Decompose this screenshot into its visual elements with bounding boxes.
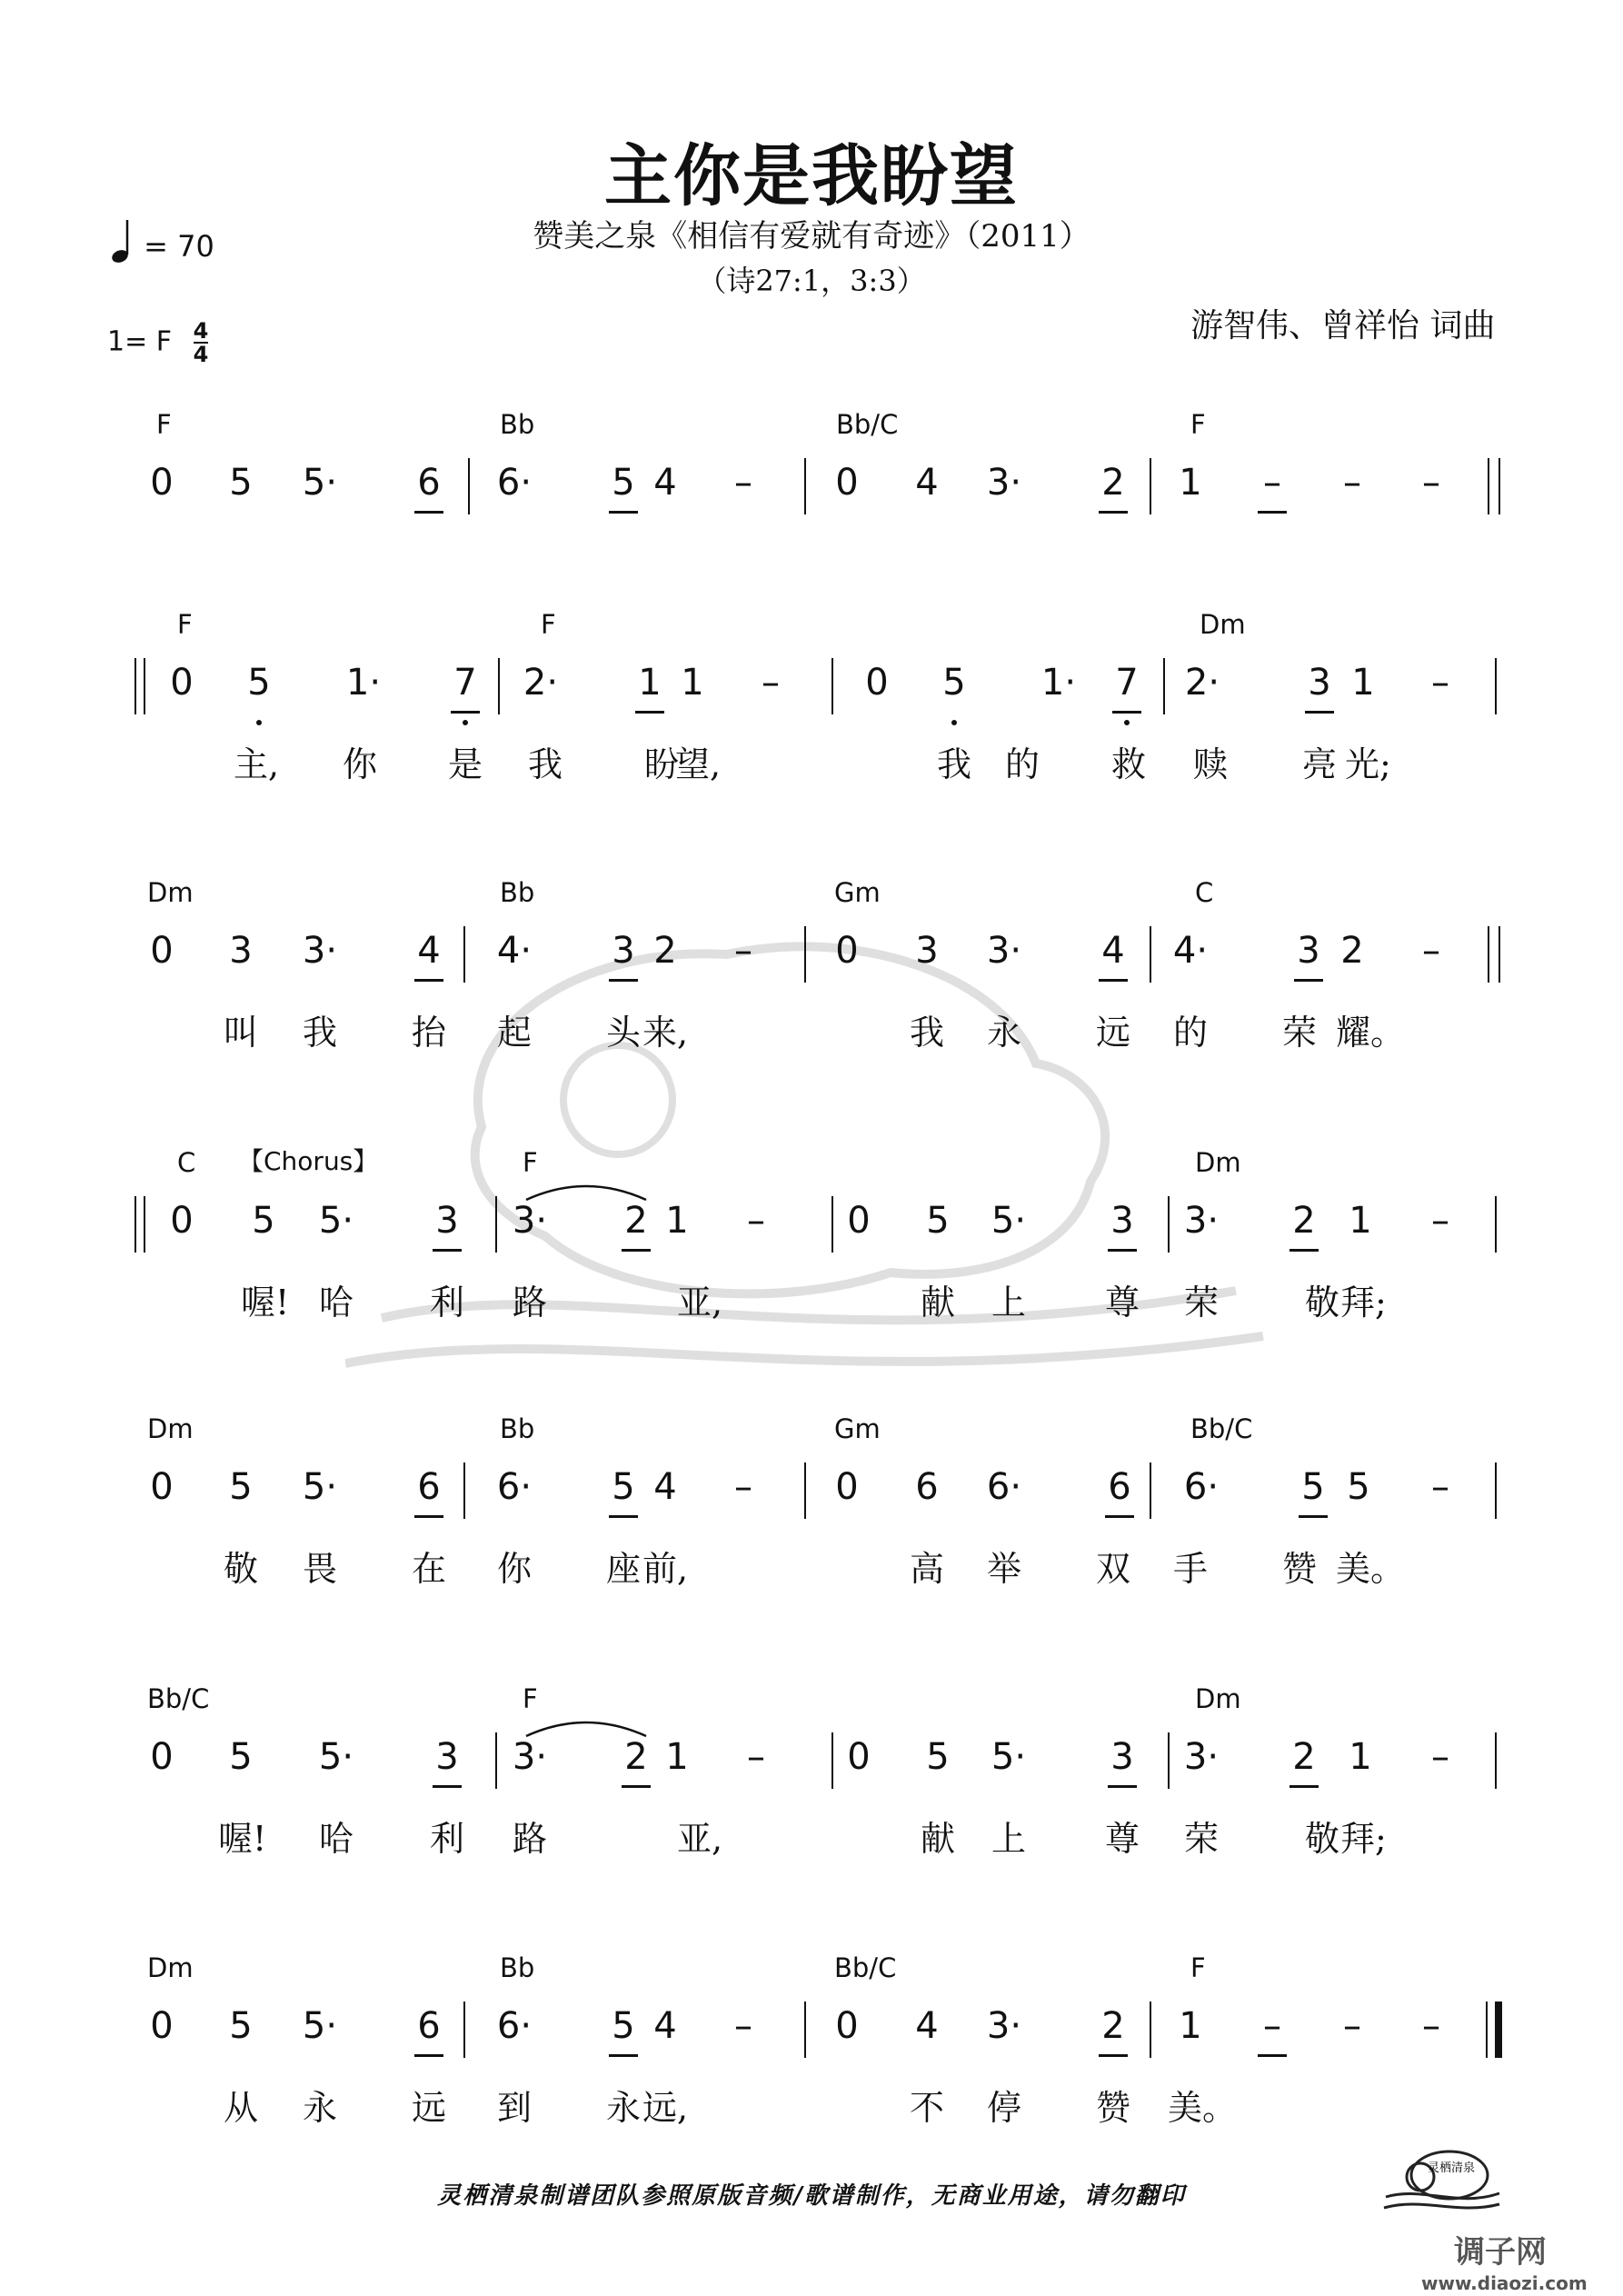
eighth-underline xyxy=(1112,711,1141,714)
note-digit: 3 xyxy=(915,930,939,972)
bar-line xyxy=(1163,658,1165,714)
note-digit: 6· xyxy=(986,1466,1022,1508)
eighth-underline xyxy=(609,979,638,982)
song-title: 主你是我盼望 xyxy=(604,137,1019,215)
double-bar-line xyxy=(1488,926,1489,983)
note-digit: 4 xyxy=(1101,930,1125,972)
chord-symbol: F xyxy=(541,609,556,640)
bar-line xyxy=(831,1732,833,1789)
lyric-syllable: 喔! xyxy=(218,1819,267,1859)
note-digit: 2 xyxy=(1292,1736,1316,1778)
eighth-underline xyxy=(1105,1515,1134,1518)
eighth-underline xyxy=(1299,1515,1328,1518)
lyric-syllable: 哈 xyxy=(318,1819,353,1859)
lyric-syllable: 望, xyxy=(675,744,722,784)
note-digit: 4 xyxy=(915,2005,939,2047)
note-digit: 5 xyxy=(247,662,271,704)
chord-symbol: Bb/C xyxy=(836,409,899,440)
eighth-underline xyxy=(1258,511,1287,514)
note-digit: – xyxy=(734,930,752,972)
lyric-syllable: 敬 xyxy=(223,1549,258,1589)
note-digit: 0 xyxy=(847,1736,871,1778)
note-digit: 6 xyxy=(417,462,441,504)
chord-symbol: Bb xyxy=(500,1952,535,1983)
chord-symbol: Bb/C xyxy=(147,1683,210,1714)
start-repeat-bar xyxy=(134,1196,136,1253)
chord-symbol: Dm xyxy=(1195,1683,1241,1714)
eighth-underline xyxy=(451,711,480,714)
bar-line xyxy=(1150,1462,1151,1519)
double-bar-line xyxy=(1499,926,1500,983)
double-bar-line xyxy=(1499,458,1500,514)
note-digit: 3 xyxy=(1110,1736,1134,1778)
note-digit: 1 xyxy=(638,662,662,704)
chord-symbol: F xyxy=(156,409,172,440)
note-digit: 4 xyxy=(653,462,677,504)
note-digit: 5· xyxy=(302,1466,338,1508)
lyric-syllable: 赞 xyxy=(1281,1549,1317,1589)
lyric-syllable: 在 xyxy=(411,1549,446,1589)
final-bar-thick xyxy=(1495,2002,1502,2058)
note-digit: – xyxy=(1431,1466,1449,1508)
lyric-syllable: 我 xyxy=(302,1013,337,1053)
bar-line xyxy=(831,658,833,714)
lyric-syllable: 盼 xyxy=(643,744,679,784)
lyric-syllable: 尊 xyxy=(1104,1819,1140,1859)
bar-line xyxy=(1168,1732,1170,1789)
lyric-syllable: 哈 xyxy=(318,1283,353,1323)
note-digit: 2· xyxy=(1184,662,1220,704)
eighth-underline xyxy=(1099,979,1128,982)
eighth-underline xyxy=(609,511,638,514)
lyric-syllable: 叫 xyxy=(223,1013,258,1053)
lyric-syllable: 来, xyxy=(642,1013,689,1053)
note-digit: 2 xyxy=(624,1736,648,1778)
lyric-syllable: 你 xyxy=(496,1549,532,1589)
chord-symbol: F xyxy=(1190,1952,1206,1983)
note-digit: 7 xyxy=(453,662,477,704)
eighth-underline xyxy=(433,1785,462,1788)
note-digit: 5 xyxy=(252,1200,275,1242)
tempo-value: = 70 xyxy=(144,229,214,264)
note-digit: 1· xyxy=(345,662,382,704)
note-digit: 1 xyxy=(681,662,704,704)
lyric-syllable: 起 xyxy=(496,1013,532,1053)
end-bar-line xyxy=(1495,1732,1497,1789)
note-digit: 0 xyxy=(865,662,889,704)
lyric-syllable: 是 xyxy=(447,744,483,784)
note-digit: 5· xyxy=(318,1736,354,1778)
chord-symbol: Bb/C xyxy=(834,1952,897,1983)
eighth-underline xyxy=(1289,1785,1319,1788)
note-digit: 5· xyxy=(302,462,338,504)
chord-symbol: C xyxy=(177,1147,196,1178)
eighth-underline xyxy=(1108,1249,1137,1252)
lyric-syllable: 到 xyxy=(496,2088,532,2128)
note-digit: 2 xyxy=(1340,930,1364,972)
lyric-syllable: 我 xyxy=(527,744,563,784)
note-digit: 0 xyxy=(150,2005,174,2047)
lyric-syllable: 利 xyxy=(429,1819,464,1859)
lyric-syllable: 手 xyxy=(1172,1549,1208,1589)
note-digit: 0 xyxy=(150,1736,174,1778)
lyric-syllable: 路 xyxy=(512,1819,547,1859)
note-digit: – xyxy=(734,1466,752,1508)
note-digit: 5 xyxy=(229,462,253,504)
note-digit: 2 xyxy=(1101,462,1125,504)
lyric-syllable: 远, xyxy=(642,2088,689,2128)
chord-symbol: F xyxy=(1190,409,1206,440)
eighth-underline xyxy=(1099,511,1128,514)
eighth-underline xyxy=(1294,979,1323,982)
double-bar-line xyxy=(1488,458,1489,514)
note-digit: 7 xyxy=(1115,662,1139,704)
bar-line xyxy=(1168,1196,1170,1253)
note-digit: 6· xyxy=(1183,1466,1220,1508)
note-digit: 2 xyxy=(1101,2005,1125,2047)
note-digit: 5 xyxy=(229,1736,253,1778)
note-digit: – xyxy=(1263,462,1281,504)
bar-line xyxy=(463,1462,465,1519)
note-digit: 1 xyxy=(1179,2005,1202,2047)
eighth-underline xyxy=(414,511,443,514)
note-digit: 2 xyxy=(653,930,677,972)
note-digit: 2 xyxy=(1292,1200,1316,1242)
note-digit: 6 xyxy=(915,1466,939,1508)
key-label: 1= F xyxy=(107,325,173,358)
note-digit: 0 xyxy=(170,662,194,704)
eighth-underline xyxy=(433,1249,462,1252)
note-digit: 1 xyxy=(1179,462,1202,504)
note-digit: 0 xyxy=(835,2005,859,2047)
note-digit: 1 xyxy=(665,1736,689,1778)
bar-line xyxy=(498,658,500,714)
lyric-syllable: 前, xyxy=(642,1549,689,1589)
note-digit: – xyxy=(1422,462,1440,504)
lyric-syllable: 亚, xyxy=(677,1819,723,1859)
chord-symbol: Bb xyxy=(500,877,535,908)
lyric-syllable: 喔! xyxy=(241,1283,290,1323)
lyric-syllable: 抬 xyxy=(411,1013,446,1053)
lyric-syllable: 远 xyxy=(411,2088,446,2128)
note-digit: 3 xyxy=(1297,930,1320,972)
note-digit: 6· xyxy=(496,1466,533,1508)
end-bar-line xyxy=(1495,1196,1497,1253)
note-digit: – xyxy=(1343,462,1361,504)
eighth-underline xyxy=(1289,1249,1319,1252)
lyric-syllable: 举 xyxy=(986,1549,1021,1589)
bar-line xyxy=(804,2002,806,2058)
lyric-syllable: 停 xyxy=(986,2088,1021,2128)
note-digit: 5 xyxy=(926,1200,950,1242)
note-digit: 5 xyxy=(942,662,966,704)
site-name: 调子网 xyxy=(1454,2234,1547,2271)
tie-arc xyxy=(523,1176,650,1203)
note-digit: 3· xyxy=(986,462,1022,504)
bar-line xyxy=(1150,926,1151,983)
eighth-underline xyxy=(414,979,443,982)
lyric-syllable: 我 xyxy=(936,744,971,784)
eighth-underline xyxy=(1108,1785,1137,1788)
footer-notice: 灵栖清泉制谱团队参照原版音频/歌谱制作，无商业用途，请勿翻印 xyxy=(437,2182,1186,2210)
note-digit: 3· xyxy=(1183,1736,1220,1778)
site-url: www.diaozi.com xyxy=(1421,2272,1588,2294)
lyric-syllable: 从 xyxy=(223,2088,258,2128)
bar-line xyxy=(804,926,806,983)
bar-line xyxy=(463,2002,465,2058)
lyric-syllable: 献 xyxy=(920,1819,955,1859)
lyric-syllable: 你 xyxy=(342,744,377,784)
note-digit: 5 xyxy=(612,462,635,504)
chorus-label: 【Chorus】 xyxy=(238,1146,379,1176)
eighth-underline xyxy=(1258,2054,1287,2057)
chord-symbol: Bb/C xyxy=(1190,1413,1253,1444)
lyric-syllable: 座 xyxy=(605,1549,641,1589)
note-digit: 5· xyxy=(991,1200,1027,1242)
note-digit: 6 xyxy=(1108,1466,1131,1508)
note-digit: 0 xyxy=(150,1466,174,1508)
eighth-underline xyxy=(414,1515,443,1518)
lyric-syllable: 光; xyxy=(1345,744,1391,784)
bar-line xyxy=(1150,458,1151,514)
note-digit: 0 xyxy=(150,930,174,972)
album-subtitle: 赞美之泉《相信有爱就有奇迹》（2011） xyxy=(533,218,1090,255)
lyric-syllable: 拜; xyxy=(1340,1283,1387,1323)
logo-text: 灵栖清泉 xyxy=(1427,2161,1476,2175)
note-digit: 0 xyxy=(835,462,859,504)
bar-line xyxy=(1150,2002,1151,2058)
note-digit: 4 xyxy=(653,2005,677,2047)
note-digit: 5· xyxy=(318,1200,354,1242)
lyric-syllable: 拜; xyxy=(1340,1819,1387,1859)
eighth-underline xyxy=(1305,711,1334,714)
note-digit: 3 xyxy=(229,930,253,972)
note-digit: 5 xyxy=(1347,1466,1370,1508)
note-digit: 1 xyxy=(665,1200,689,1242)
bar-line xyxy=(495,1732,497,1789)
scripture-reference: （诗27:1，3:3） xyxy=(697,264,926,298)
lyric-syllable: 主, xyxy=(234,744,280,784)
lyric-syllable: 荣 xyxy=(1183,1283,1219,1323)
start-repeat-bar xyxy=(134,658,136,714)
note-digit: 2· xyxy=(523,662,559,704)
lyric-syllable: 赞 xyxy=(1095,2088,1130,2128)
chord-symbol: F xyxy=(523,1683,538,1714)
note-digit: 6 xyxy=(417,1466,441,1508)
chord-symbol: Dm xyxy=(147,1952,194,1983)
key-signature xyxy=(107,320,208,365)
note-digit: 0 xyxy=(835,930,859,972)
chord-symbol: Dm xyxy=(147,877,194,908)
lyric-syllable: 我 xyxy=(909,1013,944,1053)
note-digit: 6· xyxy=(496,2005,533,2047)
bar-line xyxy=(804,1462,806,1519)
bar-line xyxy=(495,1196,497,1253)
note-digit: 3 xyxy=(1308,662,1331,704)
note-digit: – xyxy=(747,1736,765,1778)
lyric-syllable: 美。 xyxy=(1336,1549,1406,1589)
note-digit: 5 xyxy=(612,1466,635,1508)
note-digit: 5 xyxy=(229,1466,253,1508)
tempo-marking xyxy=(111,218,214,264)
note-digit: 1 xyxy=(1349,1200,1372,1242)
quarter-note-icon xyxy=(111,218,134,264)
note-digit: 5 xyxy=(229,2005,253,2047)
start-repeat-bar xyxy=(144,1196,145,1253)
note-digit: – xyxy=(1431,1736,1449,1778)
lyric-syllable: 畏 xyxy=(302,1549,337,1589)
lyric-syllable: 荣 xyxy=(1183,1819,1219,1859)
lyric-syllable: 美。 xyxy=(1168,2088,1238,2128)
lyric-syllable: 永 xyxy=(605,2088,641,2128)
note-digit: – xyxy=(1422,930,1440,972)
bar-line xyxy=(804,458,806,514)
note-digit: – xyxy=(1431,662,1449,704)
lyric-syllable: 利 xyxy=(429,1283,464,1323)
note-digit: – xyxy=(762,662,780,704)
note-digit: – xyxy=(1263,2005,1281,2047)
note-digit: – xyxy=(734,462,752,504)
lyric-syllable: 赎 xyxy=(1192,744,1228,784)
lyric-syllable: 的 xyxy=(1172,1013,1208,1053)
chord-symbol: C xyxy=(1195,877,1214,908)
note-digit: 4 xyxy=(653,1466,677,1508)
eighth-underline xyxy=(414,2054,443,2057)
lyric-syllable: 上 xyxy=(991,1819,1026,1859)
note-digit: 3· xyxy=(512,1736,548,1778)
octave-dot xyxy=(951,720,957,725)
octave-dot xyxy=(463,720,468,725)
lyric-syllable: 永 xyxy=(986,1013,1021,1053)
eighth-underline xyxy=(622,1785,651,1788)
lyric-syllable: 远 xyxy=(1095,1013,1130,1053)
eighth-underline xyxy=(609,2054,638,2057)
bar-line xyxy=(831,1196,833,1253)
eighth-underline xyxy=(1099,2054,1128,2057)
note-digit: 5· xyxy=(302,2005,338,2047)
chord-symbol: F xyxy=(177,609,193,640)
chord-symbol: Bb xyxy=(500,409,535,440)
lyric-syllable: 的 xyxy=(1004,744,1040,784)
note-digit: 4· xyxy=(496,930,533,972)
note-digit: 0 xyxy=(150,462,174,504)
lyric-syllable: 亮 xyxy=(1301,744,1337,784)
final-bar-thin xyxy=(1486,2002,1488,2058)
note-digit: 1 xyxy=(1349,1736,1372,1778)
note-digit: 3· xyxy=(986,2005,1022,2047)
chord-symbol: Bb xyxy=(500,1413,535,1444)
start-repeat-bar xyxy=(144,658,145,714)
lyric-syllable: 头 xyxy=(605,1013,641,1053)
note-digit: 3· xyxy=(302,930,338,972)
lyric-syllable: 高 xyxy=(909,1549,944,1589)
lyric-syllable: 路 xyxy=(512,1283,547,1323)
time-signature xyxy=(194,320,209,365)
lyric-syllable: 敬 xyxy=(1304,1819,1339,1859)
note-digit: 3 xyxy=(612,930,635,972)
lyric-syllable: 上 xyxy=(991,1283,1026,1323)
note-digit: 5 xyxy=(926,1736,950,1778)
eighth-underline xyxy=(635,711,664,714)
chord-symbol: Gm xyxy=(834,1413,881,1444)
lyric-syllable: 耀。 xyxy=(1336,1013,1406,1053)
note-digit: – xyxy=(734,2005,752,2047)
note-digit: 2 xyxy=(624,1200,648,1242)
octave-dot xyxy=(1124,720,1130,725)
bar-line xyxy=(463,926,465,983)
end-bar-line xyxy=(1495,1462,1497,1519)
eighth-underline xyxy=(622,1249,651,1252)
chord-symbol: Dm xyxy=(1200,609,1246,640)
composer-credit: 游智伟、曾祥怡 词曲 xyxy=(1190,307,1496,344)
note-digit: 5· xyxy=(991,1736,1027,1778)
time-sig-top: 4 xyxy=(193,318,209,344)
note-digit: 4· xyxy=(1172,930,1209,972)
lyric-syllable: 救 xyxy=(1110,744,1146,784)
end-bar-line xyxy=(1495,658,1497,714)
chord-symbol: Dm xyxy=(1195,1147,1241,1178)
lyric-syllable: 献 xyxy=(920,1283,955,1323)
octave-dot xyxy=(256,720,262,725)
lyric-syllable: 亚, xyxy=(677,1283,723,1323)
note-digit: – xyxy=(747,1200,765,1242)
note-digit: 6· xyxy=(496,462,533,504)
note-digit: 1· xyxy=(1041,662,1077,704)
chord-symbol: F xyxy=(523,1147,538,1178)
note-digit: 1 xyxy=(1351,662,1375,704)
note-digit: 0 xyxy=(847,1200,871,1242)
tie-arc xyxy=(523,1712,650,1740)
chord-symbol: Dm xyxy=(147,1413,194,1444)
lyric-syllable: 尊 xyxy=(1104,1283,1140,1323)
note-digit: – xyxy=(1343,2005,1361,2047)
note-digit: – xyxy=(1431,1200,1449,1242)
note-digit: 3· xyxy=(986,930,1022,972)
note-digit: 3 xyxy=(1110,1200,1134,1242)
lyric-syllable: 荣 xyxy=(1281,1013,1317,1053)
note-digit: – xyxy=(1422,2005,1440,2047)
note-digit: 4 xyxy=(915,462,939,504)
note-digit: 4 xyxy=(417,930,441,972)
bar-line xyxy=(468,458,470,514)
note-digit: 3· xyxy=(1183,1200,1220,1242)
note-digit: 5 xyxy=(612,2005,635,2047)
lyric-syllable: 双 xyxy=(1095,1549,1130,1589)
chord-symbol: Gm xyxy=(834,877,881,908)
note-digit: 3· xyxy=(512,1200,548,1242)
eighth-underline xyxy=(609,1515,638,1518)
lyric-syllable: 不 xyxy=(909,2088,944,2128)
note-digit: 0 xyxy=(170,1200,194,1242)
lyric-syllable: 永 xyxy=(302,2088,337,2128)
time-sig-bottom: 4 xyxy=(193,342,209,367)
note-digit: 5 xyxy=(1301,1466,1325,1508)
note-digit: 6 xyxy=(417,2005,441,2047)
note-digit: 3 xyxy=(435,1200,459,1242)
note-digit: 0 xyxy=(835,1466,859,1508)
lyric-syllable: 敬 xyxy=(1304,1283,1339,1323)
note-digit: 3 xyxy=(435,1736,459,1778)
